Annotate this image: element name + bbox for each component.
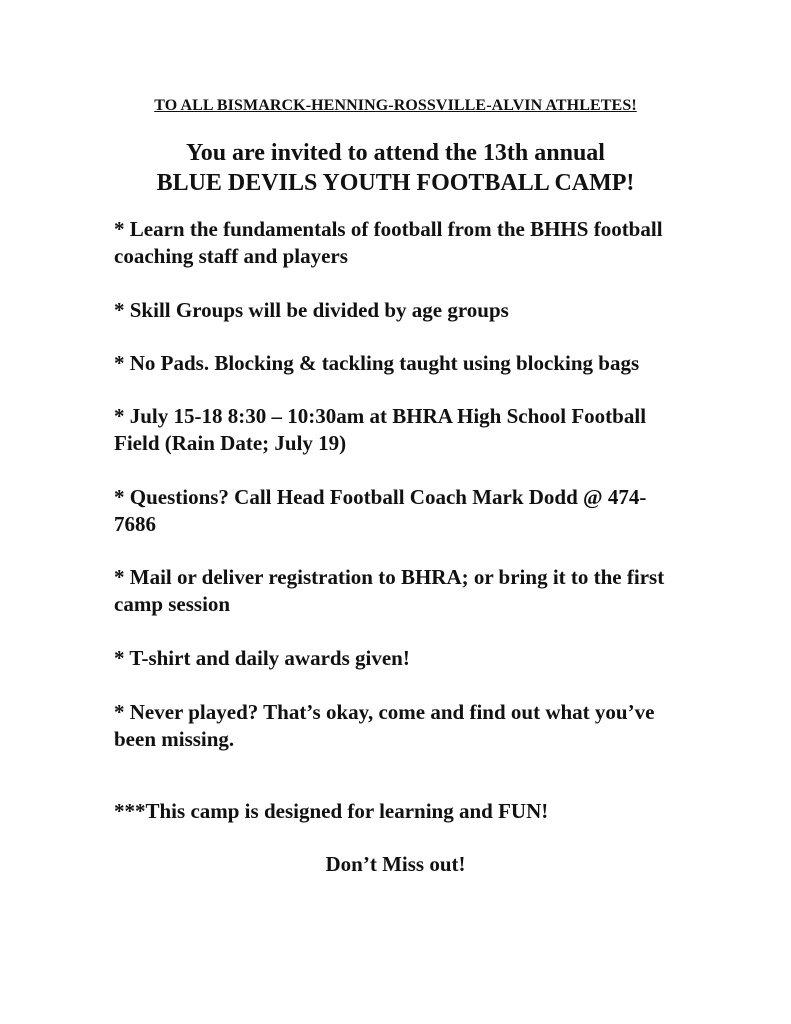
header-line: TO ALL BISMARCK-HENNING-ROSSVILLE-ALVIN ATHLETES! bbox=[154, 97, 637, 114]
bullet-tshirt: * T-shirt and daily awards given! bbox=[114, 646, 410, 670]
closing-line: ***This camp is designed for learning and FUN! bbox=[114, 799, 549, 823]
signoff-line: Don’t Miss out! bbox=[325, 852, 466, 876]
bullet-questions: * Questions? Call Head Football Coach Mark Dodd @ 474-7686 bbox=[114, 485, 647, 536]
bullet-never-played: * Never played? That’s okay, come and find out what you’ve been missing. bbox=[114, 700, 655, 751]
bullet-registration: * Mail or deliver registration to BHRA; or bring it to the first camp session bbox=[114, 565, 665, 616]
bullet-skill-groups: * Skill Groups will be divided by age groups bbox=[114, 298, 509, 322]
bullet-list bbox=[114, 216, 674, 753]
bullet-no-pads: * No Pads. Blocking & tackling taught using blocking bags bbox=[114, 351, 640, 375]
bullet-dates: * July 15-18 8:30 – 10:30am at BHRA High School Football Field (Rain Date; July 19) bbox=[114, 404, 647, 455]
invitation-heading bbox=[0, 138, 791, 198]
invitation-line-2: BLUE DEVILS YOUTH FOOTBALL CAMP! bbox=[156, 170, 635, 196]
bullet-fundamentals: * Learn the fundamentals of football from the BHHS football coaching staff and players bbox=[114, 217, 663, 268]
invitation-line-1: You are invited to attend the 13th annual bbox=[186, 140, 605, 166]
